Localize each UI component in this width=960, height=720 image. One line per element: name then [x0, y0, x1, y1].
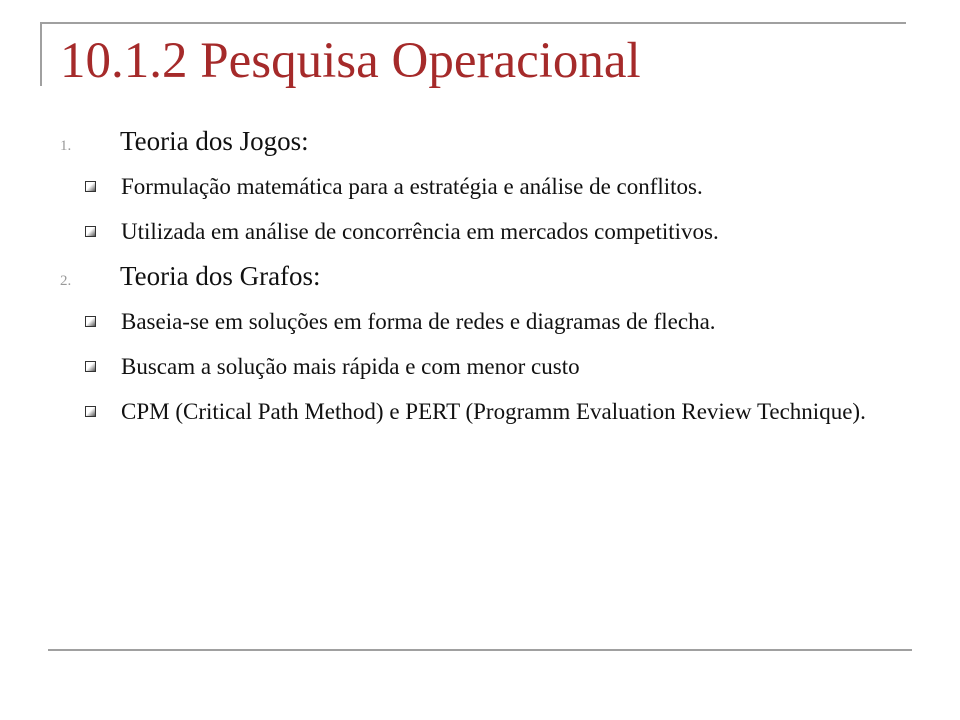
bullet-text: Utilizada em análise de concorrência em mercados competitivos. — [121, 219, 719, 244]
bullet-text: Buscam a solução mais rápida e com menor custo — [121, 354, 580, 379]
bullet-item — [85, 351, 912, 382]
frame-left-line — [40, 22, 42, 86]
bullet-item — [85, 306, 912, 337]
section-number: 1. — [60, 138, 72, 154]
frame-top-line — [40, 22, 906, 24]
slide-content — [60, 126, 912, 441]
square-bullet-icon — [85, 181, 96, 192]
section-heading — [60, 261, 912, 292]
slide-title: 10.1.2 Pesquisa Operacional — [60, 33, 641, 89]
section-teoria-dos-grafos — [60, 261, 912, 427]
section-number: 2. — [60, 273, 72, 289]
section-heading — [60, 126, 912, 157]
bullet-text: Formulação matemática para a estratégia e análise de conflitos. — [121, 174, 703, 199]
section-title: Teoria dos Jogos: — [120, 126, 309, 156]
bullet-text: CPM (Critical Path Method) e PERT (Programm Evaluation Review Technique). — [121, 399, 866, 424]
section-title: Teoria dos Grafos: — [120, 261, 321, 291]
square-bullet-icon — [85, 361, 96, 372]
bullet-item — [85, 216, 912, 247]
section-teoria-dos-jogos — [60, 126, 912, 247]
square-bullet-icon — [85, 316, 96, 327]
bullet-text: Baseia-se em soluções em forma de redes e diagramas de flecha. — [121, 309, 716, 334]
bullet-item — [85, 396, 912, 427]
square-bullet-icon — [85, 226, 96, 237]
square-bullet-icon — [85, 406, 96, 417]
frame-bottom-line — [48, 649, 912, 651]
bullet-item — [85, 171, 912, 202]
